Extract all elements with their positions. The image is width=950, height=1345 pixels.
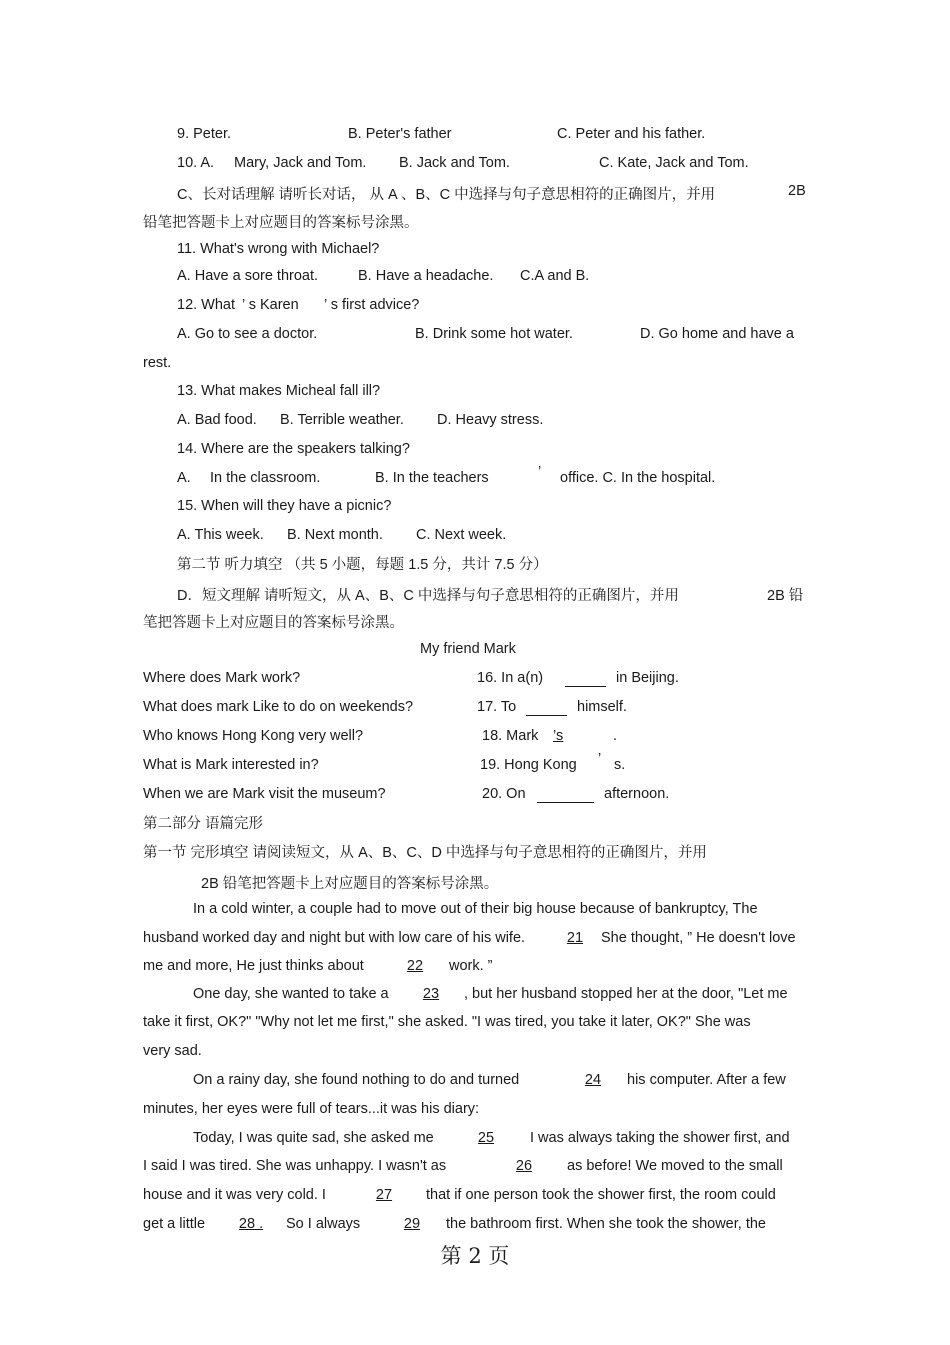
q15-option-c: C. Next week. — [416, 527, 507, 543]
table-a17-prefix: 17. To — [477, 699, 517, 715]
table-a19-prefix: 19. Hong Kong — [480, 757, 577, 773]
q13-question: 13. What makes Micheal fall ill? — [177, 383, 381, 399]
blank-27[interactable]: 27 — [375, 1187, 393, 1203]
q13-option-d: D. Heavy stress. — [437, 412, 544, 428]
blank-29[interactable]: 29 — [403, 1216, 421, 1232]
q10-stem: 10. A. — [177, 155, 215, 171]
table-a18-prefix: 18. Mark — [482, 728, 539, 744]
section-d-instruction-2: 笔把答题卡上对应题目的答案标号涂黑。 — [143, 615, 404, 631]
passage-line-8: minutes, her eyes were full of tears...it was his diary: — [143, 1101, 480, 1117]
q9-stem: 9. Peter. — [177, 126, 232, 142]
passage-line-4a: One day, she wanted to take a — [193, 986, 389, 1002]
table-q18: Who knows Hong Kong very well? — [143, 728, 364, 744]
section-c-instruction: C、长对话理解 请听长对话， 从 A 、B、C 中选择与句子意思相符的正确图片，并用 — [177, 187, 716, 203]
table-a20-suffix: afternoon. — [604, 786, 670, 802]
passage-line-4b: , but her husband stopped her at the door, "Let me — [464, 986, 788, 1002]
q12-question-part2: ’ s Karen — [242, 297, 299, 313]
q12-option-d: D. Go home and have a — [640, 326, 794, 342]
part-ii-section1: 第一节 完形填空 请阅读短文，从 A、B、C、D 中选择与句子意思相符的正确图片，并用 — [143, 845, 707, 861]
passage-line-11b: that if one person took the shower first, the room could — [426, 1187, 776, 1203]
blank-16[interactable] — [565, 672, 606, 687]
passage-line-12b: So I always — [286, 1216, 361, 1232]
blank-24[interactable]: 24 — [584, 1072, 602, 1088]
q11-option-c: C.A and B. — [520, 268, 590, 284]
passage-line-6: very sad. — [143, 1043, 202, 1059]
part2-heading: 第二节 听力填空 （共 5 小题，每题 1.5 分，共计 7.5 分） — [177, 557, 548, 573]
passage-line-12c: the bathroom first. When she took the shower, the — [446, 1216, 766, 1232]
passage-line-9b: I was always taking the shower first, and — [530, 1130, 790, 1146]
table-a20-prefix: 20. On — [482, 786, 526, 802]
section-c-instruction-2: 铅笔把答题卡上对应题目的答案标号涂黑。 — [143, 215, 419, 231]
passage-line-10b: as before! We moved to the small — [567, 1158, 783, 1174]
blank-22[interactable]: 22 — [406, 958, 424, 974]
q12-option-d-cont: rest. — [143, 355, 172, 371]
table-title: My friend Mark — [420, 641, 516, 657]
q14-apostrophe: ’ — [538, 464, 542, 480]
passage-line-2a: husband worked day and night but with low care of his wife. — [143, 930, 526, 946]
blank-26[interactable]: 26 — [515, 1158, 533, 1174]
passage-line-2b: She thought, ” He doesn't love — [601, 930, 796, 946]
table-a18-suffix: . — [613, 728, 618, 744]
part-ii-section1-cont: 2B 铅笔把答题卡上对应题目的答案标号涂黑。 — [201, 876, 499, 892]
blank-17[interactable] — [526, 701, 567, 716]
table-q16: Where does Mark work? — [143, 670, 301, 686]
q14-option-b-c: office. C. In the hospital. — [560, 470, 716, 486]
passage-line-11a: house and it was very cold. I — [143, 1187, 326, 1203]
passage-line-7b: his computer. After a few — [627, 1072, 786, 1088]
q9-option-c: C. Peter and his father. — [557, 126, 706, 142]
table-a19-suffix: s. — [614, 757, 626, 773]
passage-line-10a: I said I was tired. She was unhappy. I wasn't as — [143, 1158, 447, 1174]
section-c-pencil: 2B — [788, 183, 806, 199]
blank-25[interactable]: 25 — [477, 1130, 495, 1146]
passage-line-3b: work. ” — [449, 958, 493, 974]
q15-option-b: B. Next month. — [287, 527, 383, 543]
q11-option-a: A. Have a sore throat. — [177, 268, 319, 284]
table-a16-prefix: 16. In a(n) — [477, 670, 544, 686]
q15-option-a: A. This week. — [177, 527, 264, 543]
passage-line-3a: me and more, He just thinks about — [143, 958, 364, 974]
blank-23[interactable]: 23 — [422, 986, 440, 1002]
q13-option-a: A. Bad food. — [177, 412, 257, 428]
q14-option-a: In the classroom. — [210, 470, 321, 486]
passage-line-7a: On a rainy day, she found nothing to do and turned — [193, 1072, 520, 1088]
part-ii-title: 第二部分 语篇完形 — [143, 816, 264, 832]
blank-21[interactable]: 21 — [566, 930, 584, 946]
table-a18-blank[interactable]: ’s — [553, 728, 564, 744]
blank-20[interactable] — [537, 788, 594, 803]
q14-option-a-label: A. — [177, 470, 191, 486]
page-number: 第 2 页 — [440, 1244, 510, 1268]
table-a19-apostrophe: ’ — [598, 751, 602, 767]
table-a17-suffix: himself. — [577, 699, 627, 715]
table-q20: When we are Mark visit the museum? — [143, 786, 386, 802]
q11-question: 11. What's wrong with Michael? — [177, 241, 380, 257]
blank-28[interactable]: 28 . — [238, 1216, 264, 1232]
q10-option-b: B. Jack and Tom. — [399, 155, 510, 171]
section-d-instruction: D．短文理解 请听短文，从 A、B、C 中选择与句子意思相符的正确图片，并用 — [177, 588, 679, 604]
q10-option-c: C. Kate, Jack and Tom. — [599, 155, 749, 171]
q14-question: 14. Where are the speakers talking? — [177, 441, 410, 457]
q9-option-b: B. Peter's father — [348, 126, 452, 142]
q12-question-part3: ’ s first advice? — [324, 297, 420, 313]
q13-option-b: B. Terrible weather. — [280, 412, 404, 428]
q10-option-a: Mary, Jack and Tom. — [234, 155, 367, 171]
q12-option-b: B. Drink some hot water. — [415, 326, 573, 342]
q15-question: 15. When will they have a picnic? — [177, 498, 392, 514]
passage-line-9a: Today, I was quite sad, she asked me — [193, 1130, 434, 1146]
passage-line-1: In a cold winter, a couple had to move out of their big house because of bankruptcy, The — [193, 901, 758, 917]
table-q19: What is Mark interested in? — [143, 757, 319, 773]
q12-option-a: A. Go to see a doctor. — [177, 326, 318, 342]
q11-option-b: B. Have a headache. — [358, 268, 494, 284]
passage-line-5: take it first, OK?" "Why not let me first," she asked. "I was tired, you take it later, OK?" She was — [143, 1014, 751, 1030]
section-d-pencil: 2B 铅 — [767, 588, 804, 604]
q12-question-part1: 12. What — [177, 297, 236, 313]
table-a16-suffix: in Beijing. — [616, 670, 679, 686]
q14-option-b: B. In the teachers — [375, 470, 489, 486]
table-q17: What does mark Like to do on weekends? — [143, 699, 414, 715]
passage-line-12a: get a little — [143, 1216, 206, 1232]
